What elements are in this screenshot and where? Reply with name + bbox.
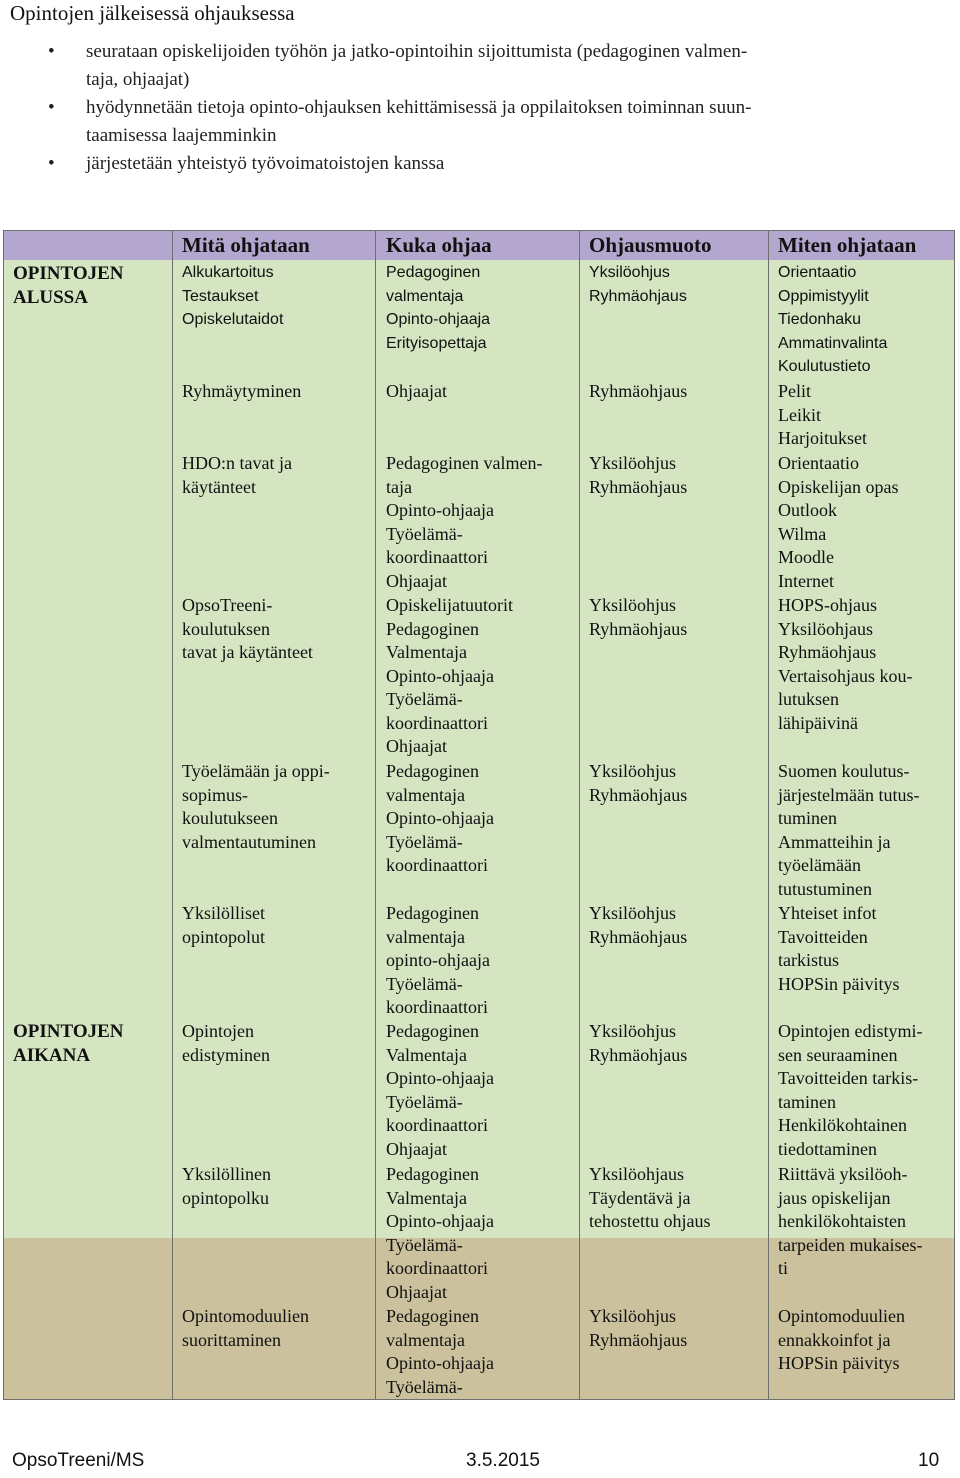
bullet-item xyxy=(48,38,938,94)
table-cell: Orientaatio Oppimistyylit Tiedonhaku Ammatinvalinta Koulutustieto xyxy=(778,264,888,375)
page-footer xyxy=(0,1450,960,1478)
table-cell: HOPS-ohjaus Yksilöohjaus Ryhmäohjaus Vertaisohjaus kou- lutuksen lähipäivinä xyxy=(778,595,913,733)
footer-page-number: 10 xyxy=(918,1450,940,1471)
table-cell: Ryhmäytyminen xyxy=(182,381,302,401)
table-cell: Työelämään ja oppi- sopimus- koulutukseen valmentautuminen xyxy=(182,761,330,852)
table-cell: Orientaatio Opiskelijan opas Outlook Wilma Moodle Internet xyxy=(778,453,899,591)
bullet-item xyxy=(48,94,938,150)
table-cell: Yksilöohjus Ryhmäohjaus xyxy=(589,264,687,305)
table-cell: Yksilöohjus Ryhmäohjaus xyxy=(589,1021,688,1065)
table-cell: Ohjaajat xyxy=(386,381,447,401)
table-cell: Yhteiset infot Tavoitteiden tarkistus HOPSin päivitys xyxy=(778,903,900,994)
bullet-text: hyödynnetään tietoja opinto-ohjauksen kehittämisessä ja oppilaitoksen toiminnan suun- taamisessa laajemminkin xyxy=(86,97,752,146)
table-cell: Riittävä yksilöoh- jaus opiskelijan henkilökohtaisten tarpeiden mukaises- ti xyxy=(778,1164,923,1278)
table-cell: Pedagoginen valmentaja opinto-ohjaaja Työelämä- koordinaattori xyxy=(386,903,490,1017)
column-header: Kuka ohjaa xyxy=(386,233,492,257)
table-cell: Opintojen edistyminen xyxy=(182,1021,270,1065)
column-header: Miten ohjataan xyxy=(778,233,917,257)
table-cell: Yksilöllinen opintopolku xyxy=(182,1164,271,1208)
table-cell: Pedagoginen valmentaja Opinto-ohjaaja Työelämä- koordinaattori xyxy=(386,761,494,875)
table-cell: Opintomoduulien ennakkoinfot ja HOPSin päivitys xyxy=(778,1306,905,1373)
bullet-icon: • xyxy=(48,97,55,118)
table-cell: Opiskelijatuutorit Pedagoginen Valmentaja Opinto-ohjaaja Työelämä- koordinaattori Ohjaajat xyxy=(386,595,513,756)
page-heading: Opintojen jälkeisessä ohjauksessa xyxy=(10,1,295,25)
table-cell: Yksilöohjaus Täydentävä ja tehostettu ohjaus xyxy=(589,1164,711,1231)
table-cell: Yksilöohjus Ryhmäohjaus xyxy=(589,595,688,639)
column-header: Ohjausmuoto xyxy=(589,233,712,257)
footer-left: OpsoTreeni/MS xyxy=(12,1450,145,1471)
table-cell: Pelit Leikit Harjoitukset xyxy=(778,381,867,448)
table-cell: OpsoTreeni- koulutuksen tavat ja käytänteet xyxy=(182,595,313,662)
bullet-text: seurataan opiskelijoiden työhön ja jatko-opintoihin sijoittumista (pedagoginen valmen- taja, ohjaajat) xyxy=(86,41,748,90)
table-cell: Yksilölliset opintopolut xyxy=(182,903,266,947)
guidance-table xyxy=(3,230,955,1400)
section-label-alussa: OPINTOJEN ALUSSA xyxy=(13,263,124,308)
table-cell: Ryhmäohjaus xyxy=(589,381,688,401)
bullet-text: järjestetään yhteistyö työvoimatoistojen kanssa xyxy=(86,153,445,174)
table-cell: Alkukartoitus Testaukset Opiskelutaidot xyxy=(182,264,284,328)
table-cell: Pedagoginen valmentaja Opinto-ohjaaja Työelämä- xyxy=(386,1306,494,1397)
section-label-aikana: OPINTOJEN AIKANA xyxy=(13,1021,124,1066)
table-cell: Pedagoginen valmentaja Opinto-ohjaaja Erityisopettaja xyxy=(386,264,491,352)
table-cell: Opintojen edistymi- sen seuraaminen Tavoitteiden tarkis- taminen Henkilökohtainen tiedottaminen xyxy=(778,1021,923,1159)
table-cell: HDO:n tavat ja käytänteet xyxy=(182,453,292,497)
column-header: Mitä ohjataan xyxy=(182,233,310,257)
table-cell: Pedagoginen Valmentaja Opinto-ohjaaja Työelämä- koordinaattori Ohjaajat xyxy=(386,1164,494,1302)
bullet-icon: • xyxy=(48,41,55,62)
table-cell: Yksilöohjus Ryhmäohjaus xyxy=(589,903,688,947)
table-cell: Yksilöohjus Ryhmäohjaus xyxy=(589,761,688,805)
bullet-list xyxy=(48,38,938,178)
table-cell: Yksilöohjus Ryhmäohjaus xyxy=(589,453,688,497)
table-cell: Suomen koulutus- järjestelmään tutus- tuminen Ammatteihin ja työelämään tutustuminen xyxy=(778,761,920,899)
bullet-item xyxy=(48,150,938,178)
table-cell: Pedagoginen Valmentaja Opinto-ohjaaja Työelämä- koordinaattori Ohjaajat xyxy=(386,1021,494,1159)
table-cell: Opintomoduulien suorittaminen xyxy=(182,1306,309,1350)
footer-date: 3.5.2015 xyxy=(466,1450,540,1471)
table-cell: Yksilöohjus Ryhmäohjaus xyxy=(589,1306,688,1350)
bullet-icon: • xyxy=(48,153,55,174)
table-cell: Pedagoginen valmen- taja Opinto-ohjaaja Työelämä- koordinaattori Ohjaajat xyxy=(386,453,543,591)
